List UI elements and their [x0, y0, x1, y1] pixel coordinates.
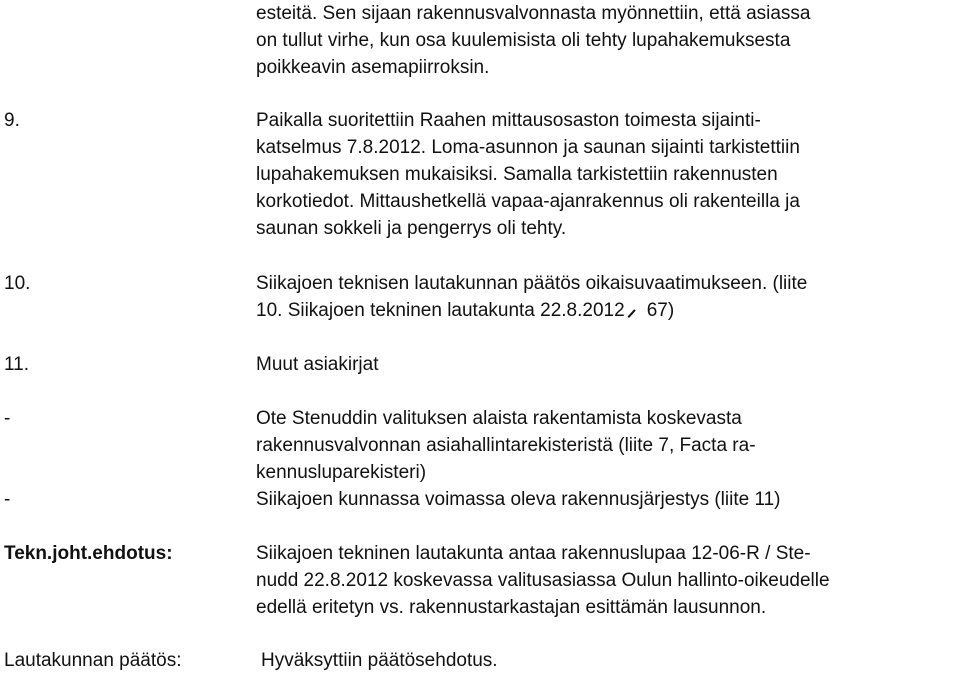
item-11-heading [256, 351, 946, 378]
proposal-paragraph [256, 540, 946, 621]
bullet-item [256, 486, 946, 513]
bullet-line: Siikajoen kunnassa voimassa oleva rakennusjärjestys (liite 11) [256, 489, 781, 510]
bullet-item [256, 405, 946, 486]
proposal-line: edellä eritetyn vs. rakennustarkastajan esittämän lausunnon. [256, 597, 767, 618]
bullet-marker: - [4, 408, 11, 429]
intro-line: poikkeavin asemapiirroksin. [256, 57, 490, 78]
bullet-line: kennusluparekisteri) [256, 462, 427, 483]
item-9-paragraph [256, 107, 946, 242]
bullet-line: Ote Stenuddin valituksen alaista rakentamista koskevasta [256, 408, 742, 429]
proposal-line: nudd 22.8.2012 koskevassa valitusasiassa Oulun hallinto-oikeudelle [256, 570, 830, 591]
paragraph-mark-icon [627, 300, 643, 318]
item-10-line: Siikajoen teknisen lautakunnan päätös oikaisuvaatimukseen. (liite [256, 273, 808, 294]
item-9-line: korkotiedot. Mittaushetkellä vapaa-ajanrakennus oli rakenteilla ja [256, 191, 800, 212]
item-9-line: saunan sokkeli ja pengerrys oli tehty. [256, 218, 567, 239]
bullet-marker: - [4, 489, 11, 510]
decision-label: Lautakunnan päätös: [4, 650, 182, 671]
item-10-line [256, 297, 946, 324]
item-10-section-number: 67) [646, 300, 675, 321]
proposal-label: Tekn.joht.ehdotus: [4, 543, 173, 564]
item-9-line: Paikalla suoritettiin Raahen mittausosaston toimesta sijainti- [256, 110, 761, 131]
bullet-line: rakennusvalvonnan asiahallintarekisteristä (liite 7, Facta ra- [256, 435, 756, 456]
proposal-line: Siikajoen tekninen lautakunta antaa rakennuslupaa 12-06-R / Ste- [256, 543, 811, 564]
item-11-line: Muut asiakirjat [256, 354, 379, 375]
decision-text: Hyväksyttiin päätösehdotus. [261, 650, 498, 671]
intro-paragraph [256, 0, 946, 81]
intro-line: on tullut virhe, kun osa kuulemisista oli tehty lupahakemuksesta [256, 30, 791, 51]
item-10-line-text: 10. Siikajoen tekninen lautakunta 22.8.2012 [256, 300, 625, 321]
item-11-number: 11. [4, 354, 30, 375]
item-9-line: lupahakemuksen mukaisiksi. Samalla tarkistettiin rakennusten [256, 164, 778, 185]
item-9-number: 9. [4, 110, 20, 131]
item-10-number: 10. [4, 273, 31, 294]
item-9-line: katselmus 7.8.2012. Loma-asunnon ja saunan sijainti tarkistettiin [256, 137, 800, 158]
intro-line: esteitä. Sen sijaan rakennusvalvonnasta myönnettiin, että asiassa [256, 3, 811, 24]
item-10-paragraph [256, 270, 946, 324]
